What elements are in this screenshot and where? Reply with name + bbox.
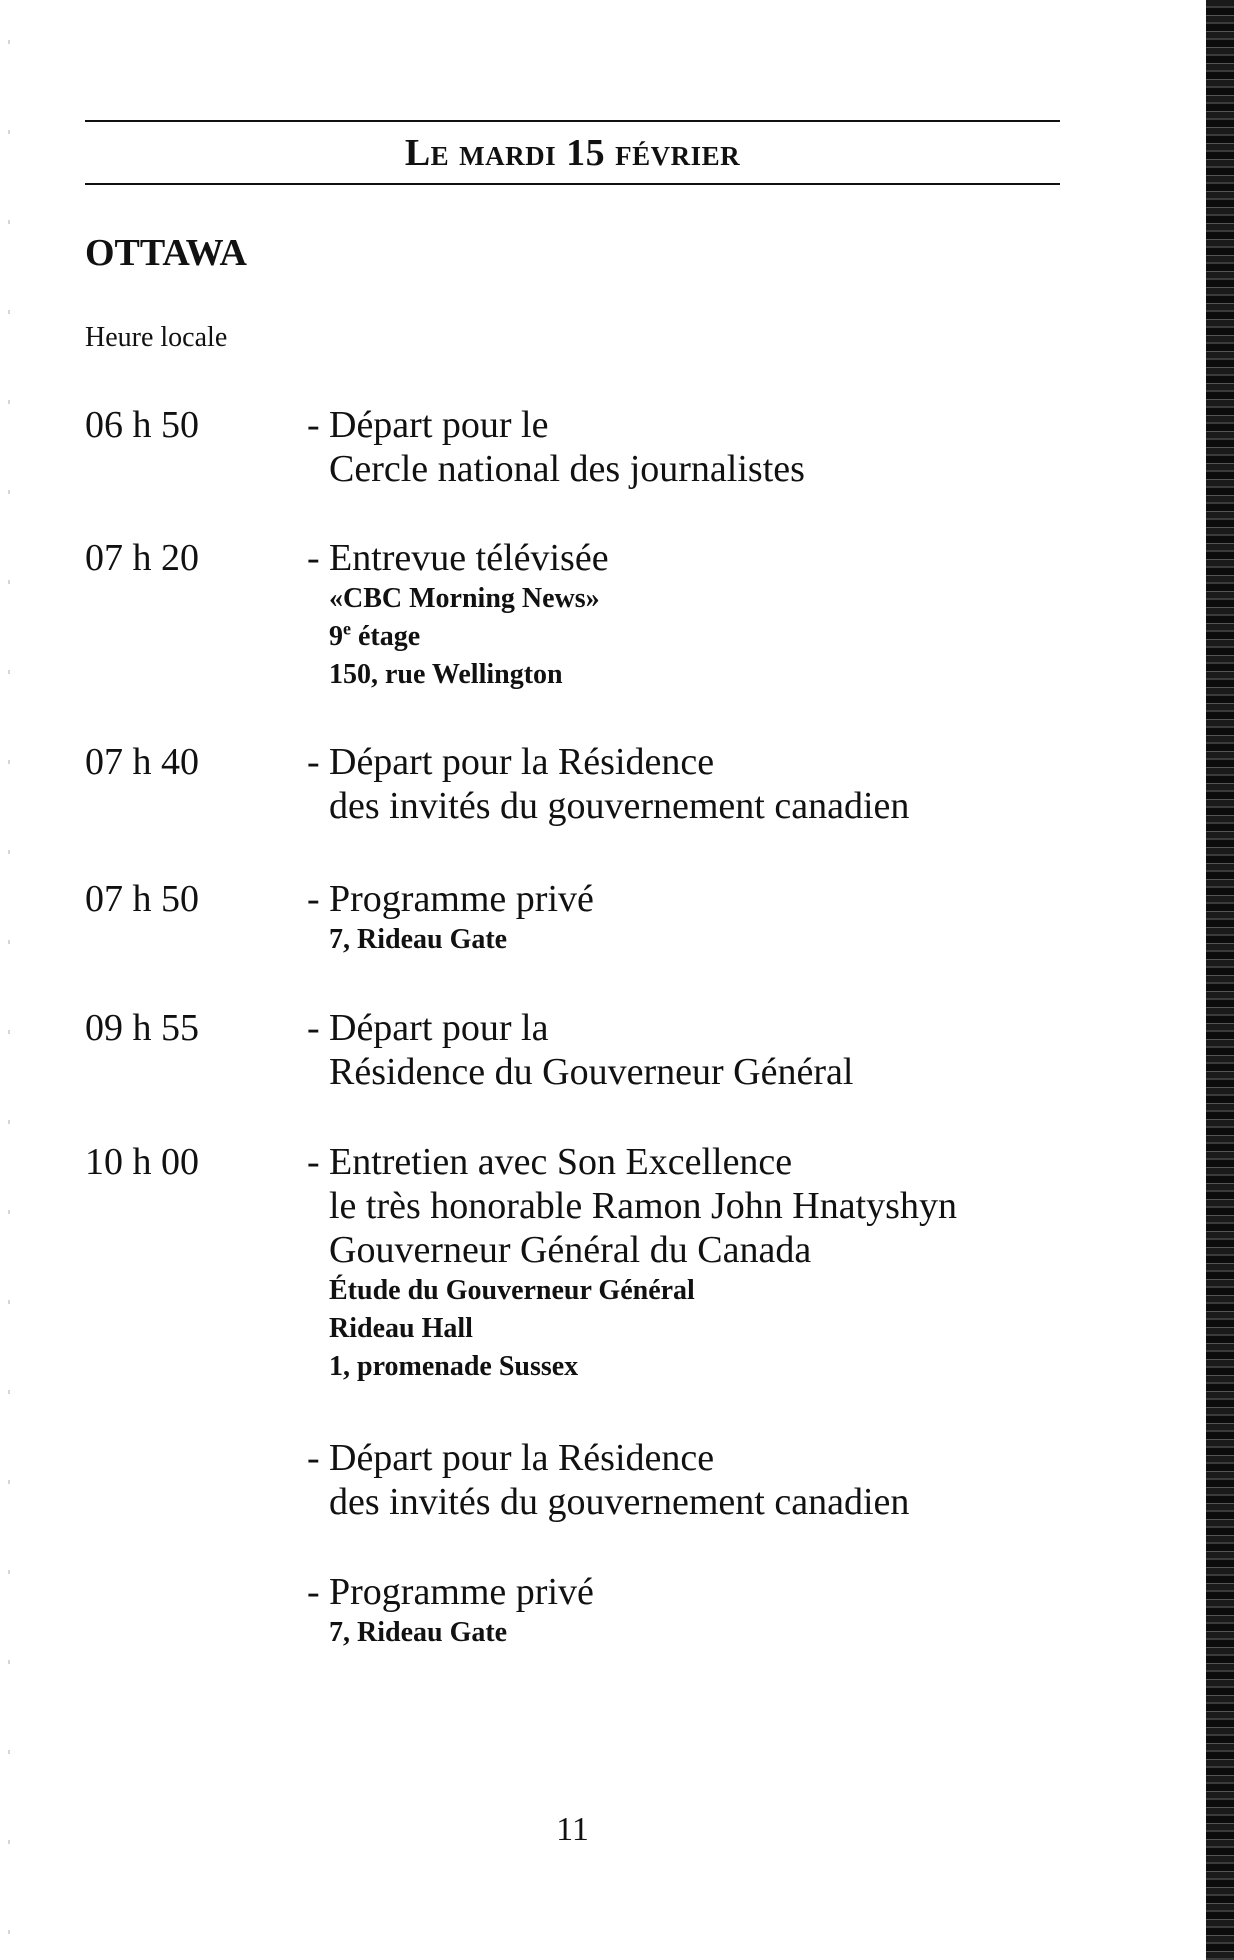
- entry-body: [307, 1570, 1067, 1652]
- entry-body: [307, 740, 1067, 828]
- entry-detail: Rideau Hall: [329, 1313, 473, 1344]
- entry-detail: 1, promenade Sussex: [329, 1351, 579, 1382]
- entry-detail: 150, rue Wellington: [329, 659, 563, 690]
- entry-body: [307, 1140, 1067, 1386]
- entry-time: 09 h 55: [85, 1007, 199, 1049]
- entry-line: - Programme privé: [307, 1571, 594, 1613]
- page-number: 11: [556, 1811, 589, 1848]
- entry-time: 10 h 00: [85, 1141, 199, 1183]
- entry-detail: Étude du Gouverneur Général: [329, 1275, 695, 1306]
- timezone-label: Heure locale: [85, 322, 228, 353]
- entry-body: [307, 536, 1067, 694]
- entry-time: 07 h 20: [85, 537, 199, 579]
- scan-artifact-left: [8, 0, 10, 1960]
- entry-line: Gouverneur Général du Canada: [329, 1229, 812, 1271]
- entry-line: - Départ pour la: [307, 1007, 549, 1049]
- city-heading: OTTAWA: [85, 232, 247, 274]
- entry-time: 07 h 50: [85, 878, 199, 920]
- title-rule-bottom: [85, 183, 1060, 185]
- scan-artifact-right: [1206, 0, 1234, 1960]
- entry-line: - Entretien avec Son Excellence: [307, 1141, 793, 1183]
- entry-line: des invités du gouvernement canadien: [329, 1481, 910, 1523]
- entry-line: le très honorable Ramon John Hnatyshyn: [329, 1185, 957, 1227]
- entry-line: - Entrevue télévisée: [307, 537, 609, 579]
- entry-body: [307, 1006, 1067, 1094]
- entry-body: [307, 877, 1067, 959]
- entry-line: des invités du gouvernement canadien: [329, 785, 910, 827]
- floor-number: 9e étage: [329, 618, 421, 652]
- entry-time: 06 h 50: [85, 404, 199, 446]
- entry-time: 07 h 40: [85, 741, 199, 783]
- page-title: Le mardi 15 février: [404, 132, 741, 174]
- entry-line: Résidence du Gouverneur Général: [329, 1051, 854, 1093]
- title-rule-top: [85, 120, 1060, 122]
- entry-line: - Départ pour la Résidence: [307, 1437, 715, 1479]
- entry-detail: 7, Rideau Gate: [329, 924, 508, 955]
- entry-line: - Départ pour la Résidence: [307, 741, 715, 783]
- entry-detail: 7, Rideau Gate: [329, 1617, 508, 1648]
- entry-body: [307, 1436, 1067, 1524]
- entry-detail: [307, 618, 1067, 656]
- entry-body: [307, 403, 1067, 491]
- entry-line: - Départ pour le: [307, 404, 549, 446]
- entry-line: - Programme privé: [307, 878, 594, 920]
- entry-line: Cercle national des journalistes: [329, 448, 805, 490]
- entry-detail: «CBC Morning News»: [329, 583, 600, 614]
